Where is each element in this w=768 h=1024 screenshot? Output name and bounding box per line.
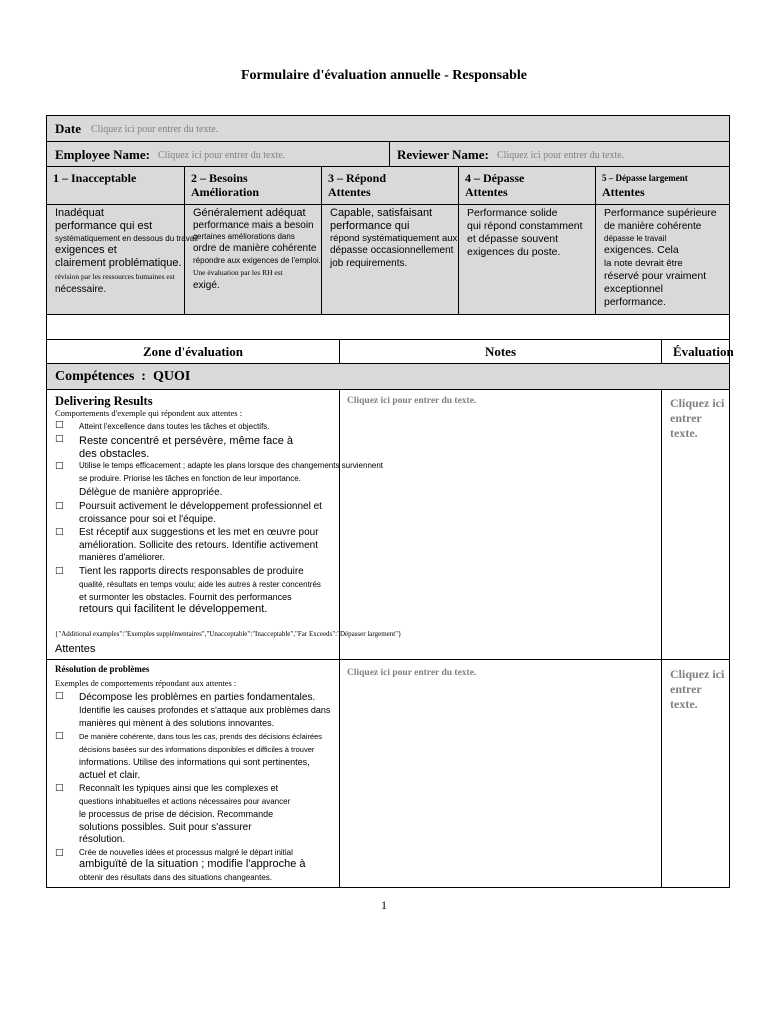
scale-5-description [595, 205, 731, 314]
example-line: Reconnaît les typiques ainsi que les complexes et [79, 783, 279, 793]
date-row [46, 115, 730, 142]
column-divider [661, 340, 662, 363]
scale-3-description [321, 205, 458, 314]
example-line: Délègue de manière appropriée. [79, 487, 223, 498]
desc-line: nécessaire. [55, 284, 107, 295]
desc-line: de manière cohérente [604, 221, 702, 232]
desc-line: Inadéquat [55, 207, 104, 219]
column-divider [339, 660, 340, 887]
evaluation-field[interactable] [670, 396, 724, 441]
scale-5-header [595, 167, 731, 204]
date-field[interactable]: Cliquez ici pour entrer du texte. [91, 124, 219, 135]
example-line: se produire. Priorise les tâches en fonction de leur importance. [79, 474, 301, 483]
page-number: 1 [381, 898, 387, 912]
scale-1-header [47, 167, 196, 189]
evaluation-line: texte. [670, 697, 698, 711]
rating-scale-descriptions [46, 204, 730, 315]
scale-2-title: 2 – Besoins [191, 171, 248, 185]
column-zone: Zone d'évaluation [142, 344, 244, 359]
names-divider [389, 142, 390, 166]
desc-line: qui répond constamment [467, 220, 583, 232]
example-line: Identifie les causes profondes et s'attaque aux problèmes dans [79, 705, 331, 715]
names-row [46, 141, 730, 167]
desc-line: exigences du poste. [467, 246, 561, 258]
scale-4-description [458, 205, 595, 314]
desc-line: révision par les ressources humaines est [55, 272, 175, 281]
employee-name-label: Employee Name: [55, 147, 150, 162]
scale-2-header [184, 167, 321, 204]
checkbox-icon[interactable]: □ [55, 527, 64, 537]
desc-line: et dépasse souvent [467, 233, 559, 245]
example-line: Est réceptif aux suggestions et les met en œuvre pour [79, 527, 319, 538]
example-line: De manière cohérente, dans tous les cas, prends des décisions éclairées [79, 732, 323, 741]
scale-1-title: 1 – Inacceptable [53, 171, 137, 185]
example-line: amélioration. Sollicite des retours. Identifie activement [79, 540, 319, 551]
notes-field[interactable]: Cliquez ici pour entrer du texte. [347, 668, 477, 678]
checkbox-icon[interactable]: □ [55, 461, 64, 471]
evaluation-line: entrer [670, 682, 702, 696]
competency-title: Résolution de problèmes [55, 664, 150, 674]
section-heading: Compétences : QUOI [55, 369, 191, 384]
example-line: résolution. [79, 834, 126, 845]
checkbox-icon[interactable]: □ [55, 691, 64, 701]
column-evaluation: Évaluation [673, 344, 734, 359]
desc-line: systématiquement en dessous du travail [55, 234, 198, 243]
desc-line: répondre aux exigences de l'emploi. [193, 256, 321, 265]
notes-field[interactable]: Cliquez ici pour entrer du texte. [347, 396, 477, 406]
competency-problem-solving [46, 659, 730, 888]
desc-line: performance mais a besoin [193, 220, 314, 231]
evaluation-line: Cliquez ici [670, 667, 725, 681]
checkbox-icon[interactable]: □ [55, 501, 64, 511]
evaluation-line: texte. [670, 426, 698, 440]
checkbox-icon[interactable]: □ [55, 420, 64, 430]
checkbox-icon[interactable]: □ [55, 566, 64, 576]
example-line: qualité, résultats en temps voulu; aide les autres à rester concentrés [79, 580, 321, 589]
competency-delivering-results [46, 389, 730, 660]
example-line: croissance pour soi et l'équipe. [79, 514, 216, 525]
checkbox-icon[interactable]: □ [55, 434, 64, 444]
desc-line: répond systématiquement aux [330, 233, 458, 244]
column-divider [339, 390, 340, 659]
scale-1-description [47, 205, 198, 316]
example-line: le processus de prise de décision. Recommande [79, 809, 274, 819]
scale-4-subtitle: Attentes [465, 185, 508, 199]
evaluation-line: Cliquez ici [670, 396, 725, 410]
desc-line: job requirements. [330, 258, 408, 269]
example-line: Utilise le temps efficacement ; adapte les plans lorsque des changements surviennent [79, 461, 384, 470]
evaluation-field[interactable] [670, 667, 724, 712]
desc-line: Performance supérieure [604, 207, 717, 219]
columns-header-row [46, 339, 734, 364]
checkbox-icon[interactable]: □ [55, 731, 64, 741]
rating-scale-header [46, 166, 730, 205]
column-notes: Notes [484, 344, 517, 359]
desc-line: Performance solide [467, 207, 558, 219]
scale-3-title: 3 – Répond [328, 171, 387, 185]
example-line: décisions basées sur des informations disponibles et difficiles à trouver [79, 745, 315, 754]
desc-line: réservé pour vraiment [604, 270, 707, 282]
desc-line: clairement problématique. [55, 257, 182, 269]
example-line: Tient les rapports directs responsables de produire [79, 566, 304, 577]
reviewer-name-field[interactable]: Cliquez ici pour entrer du texte. [497, 150, 625, 161]
additional-examples-note: {"Additional examples":"Exemples supplémentaires","Unacceptable":"Inacceptable","Far Exceeds":"Dépasser largement"} [55, 630, 402, 638]
date-label: Date [55, 121, 81, 136]
page-title: Formulaire d'évaluation annuelle - Responsable [241, 68, 527, 83]
competency-title: Delivering Results [55, 394, 153, 408]
desc-line: Capable, satisfaisant [330, 207, 433, 219]
scale-3-header [321, 167, 458, 204]
desc-line: Généralement adéquat [193, 207, 306, 219]
desc-line: dépasse le travail [604, 234, 667, 243]
desc-line: exceptionnel [604, 283, 663, 295]
example-line: ambiguïté de la situation ; modifie l'approche à [79, 858, 306, 870]
example-line: manières qui mènent à des solutions innovantes. [79, 718, 275, 728]
competency-subtitle: Exemples de comportements répondant aux attentes : [55, 678, 237, 688]
example-line: informations. Utilise des informations qui sont pertinentes, [79, 757, 310, 767]
example-line: des obstacles. [79, 448, 150, 460]
desc-line: performance. [604, 296, 666, 308]
spacer-row [46, 314, 730, 340]
attentes-label: Attentes [55, 643, 96, 655]
example-line: manières d'améliorer. [79, 552, 165, 562]
scale-5-title: 5 – Dépasse largement [602, 173, 688, 183]
desc-line: exigé. [193, 280, 220, 291]
desc-line: exigences et [55, 244, 117, 256]
desc-line: Une évaluation par les RH est [193, 268, 283, 277]
competency-subtitle: Comportements d'exemple qui répondent aux attentes : [55, 408, 243, 418]
employee-name-field[interactable]: Cliquez ici pour entrer du texte. [158, 150, 286, 161]
desc-line: dépasse occasionnellement [330, 245, 454, 256]
column-divider [661, 390, 662, 659]
desc-line: performance qui est [55, 220, 153, 232]
scale-4-title: 4 – Dépasse [465, 171, 525, 185]
example-line: obtenir des résultats dans des situations changeantes. [79, 873, 273, 882]
scale-2-subtitle: Amélioration [191, 185, 259, 199]
checkbox-icon[interactable]: □ [55, 848, 64, 858]
example-line: Crée de nouvelles idées et processus malgré le départ initial [79, 848, 293, 857]
column-divider [661, 660, 662, 887]
example-line: retours qui facilitent le développement. [79, 603, 268, 615]
scale-2-description [184, 205, 321, 314]
desc-line: ordre de manière cohérente [193, 243, 317, 254]
example-line: Reste concentré et persévère, même face à [79, 435, 293, 447]
desc-line: performance qui [330, 220, 410, 232]
desc-line: certaines améliorations dans [193, 232, 295, 241]
example-line: actuel et clair. [79, 770, 141, 781]
example-line: Poursuit activement le développement professionnel et [79, 501, 322, 512]
example-line: et surmonter les obstacles. Fournit des performances [79, 592, 292, 602]
scale-5-subtitle: Attentes [602, 185, 645, 199]
checkbox-icon[interactable]: □ [55, 783, 64, 793]
example-line: solutions possibles. Suit pour s'assurer [79, 822, 252, 833]
example-line: Décompose les problèmes en parties fondamentales. [79, 692, 316, 703]
scale-4-header [458, 167, 595, 204]
example-line: questions inhabituelles et actions nécessaires pour avancer [79, 797, 291, 806]
scale-3-subtitle: Attentes [328, 185, 371, 199]
section-row [46, 363, 730, 390]
reviewer-name-label: Reviewer Name: [397, 147, 489, 162]
desc-line: la note devrait être [604, 258, 683, 269]
desc-line: exigences. Cela [604, 244, 679, 256]
evaluation-line: entrer [670, 411, 702, 425]
example-line: Atteint l'excellence dans toutes les tâches et objectifs. [79, 422, 270, 431]
